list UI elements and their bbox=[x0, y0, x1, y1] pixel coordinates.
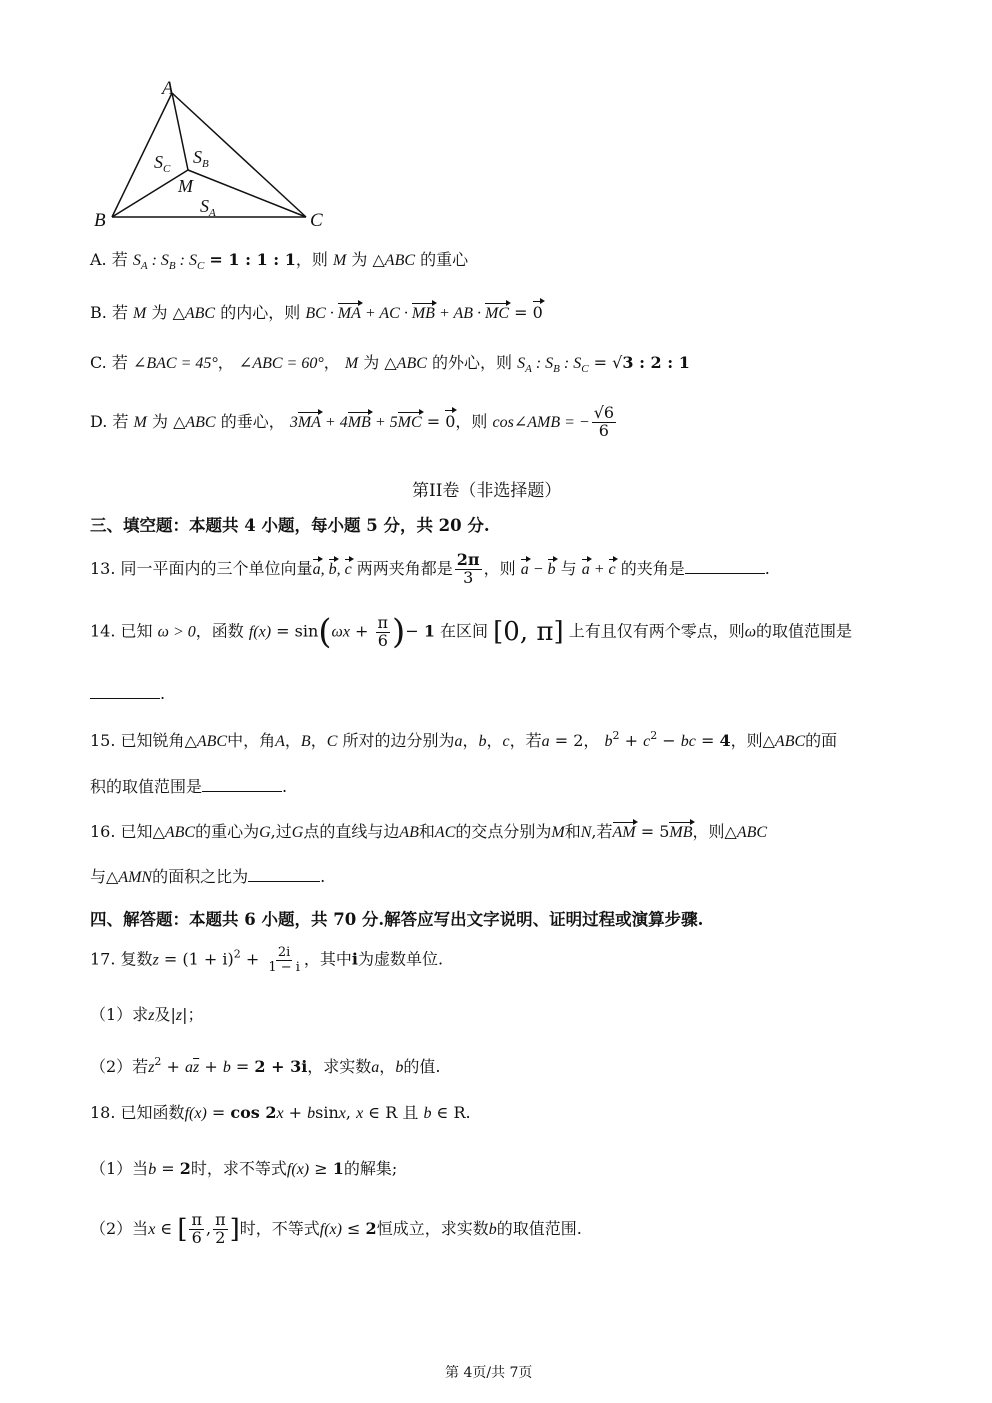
option-b: B. 若 M 为 △ABC 的内心，则 BC · MA + AC · MB + AB · MC = 0 bbox=[90, 303, 543, 322]
page-footer: 第 4页/共 7页 bbox=[445, 1365, 533, 1381]
question-15: 15. 已知锐角△ABC中，角A，B，C 所对的边分别为a，b，c，若a = 2， $b^2 + c^2$ − bc = 4，则△ABC的面 bbox=[90, 729, 838, 750]
question-18-part1: （1）当b = 2时，求不等式f(x) ≥ 1的解集; bbox=[90, 1159, 398, 1178]
question-16: 16. 已知△ABC的重心为G,过G点的直线与边AB和AC的交点分别为M和N,若AM = 5MB，则△ABC bbox=[90, 822, 768, 841]
question-18: 18. 已知函数f(x) = cos 2x + bsinx, x ∈ R 且 b ∈ R. bbox=[90, 1103, 471, 1122]
question-17-part2: （2）若$z^2 + a\overline{z} + b = 2 + 3i$，求实数a，b的值. bbox=[90, 1055, 441, 1076]
area-label-SC: $S_C$ bbox=[154, 152, 171, 175]
option-a: A. 若 $S_A$ : $S_B$ : $S_C = 1$ : 1 : 1，则 M 为 △ABC 的重心 bbox=[90, 250, 469, 272]
section-title: 第II卷（非选择题） bbox=[412, 481, 562, 501]
vertex-label-C: C bbox=[310, 210, 323, 231]
vertex-label-B: B bbox=[94, 210, 106, 231]
area-label-SB: $S_B$ bbox=[193, 147, 209, 170]
question-13: 13. 同一平面内的三个单位向量a, b, c 两两夹角都是 $\frac{2\pi}{3}$ ，则 a − b 与 a + c 的夹角是 . bbox=[90, 550, 770, 587]
question-17-part1: （1）求z及|z|； bbox=[90, 1005, 204, 1024]
question-17: 17. 复数$z = (1 + i)^2$ + $\frac{2i}{1 - i}$ ，其中i为虚数单位. bbox=[90, 945, 444, 975]
segment-AM bbox=[172, 93, 188, 170]
point-label-M: M bbox=[178, 176, 193, 196]
question-18-part2: （2）当x ∈ [ $\frac{\pi}{6}$ , $\frac{\pi}{2}$ ]时，不等式f(x) ≤ 2恒成立，求实数b的取值范围. bbox=[90, 1210, 582, 1247]
option-d: D. 若 M 为 △ABC 的垂心， 3MA + 4MB + 5MC = 0，则 cos∠AMB = − $\frac{√6}{6}$ bbox=[90, 403, 615, 440]
question-14: 14. 已知 ω > 0，函数 f(x) = sin(ωx + $\frac{\pi}{6}$ )− 1 在区间 [0, π] 上有且仅有两个零点，则ω的取值范围是 bbox=[90, 612, 853, 652]
area-label-SA: $S_A$ bbox=[200, 196, 216, 219]
option-c: C. 若 ∠BAC = 45°， ∠ABC = 60°， M 为 △ABC 的外心，则 $S_A$ : $S_B$ : $S_C = √3$ : 2 : 1 bbox=[90, 353, 690, 375]
question-16-line2: 与△AMN的面积之比为 . bbox=[90, 867, 326, 886]
question-15-line2: 积的取值范围是 . bbox=[90, 777, 288, 796]
vertex-label-A: A bbox=[162, 78, 174, 99]
question-14-blank: . bbox=[90, 684, 165, 703]
part4-heading: 四、解答题：本题共 6 小题，共 70 分.解答应写出文字说明、证明过程或演算步骤. bbox=[90, 910, 704, 929]
part3-heading: 三、填空题：本题共 4 小题，每小题 5 分，共 20 分. bbox=[90, 516, 490, 535]
